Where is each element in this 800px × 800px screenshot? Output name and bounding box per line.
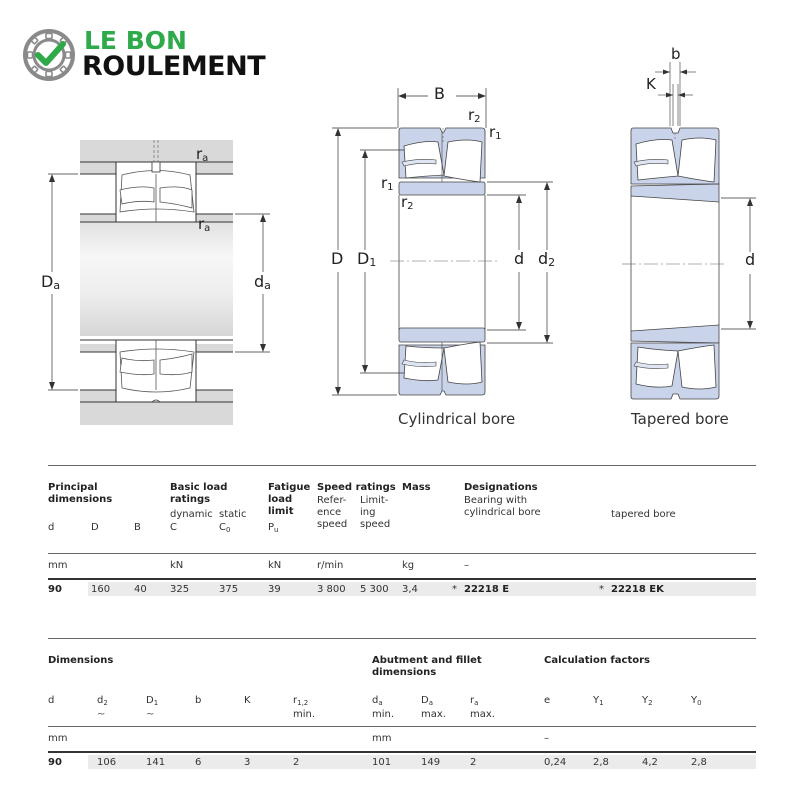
cell-ref-speed: 3 800 <box>317 584 346 595</box>
label-D1: D1 <box>357 249 377 269</box>
col-C: C <box>170 522 177 533</box>
cell-star-cyl: * <box>452 584 457 595</box>
brand-logo[interactable] <box>22 28 302 84</box>
mounting-drawing <box>30 130 290 430</box>
cell-designation-tap[interactable]: 22218 EK <box>611 584 664 595</box>
unit-dash: – <box>544 733 549 744</box>
subheader-limiting-speed: Limit- ing speed <box>360 495 391 530</box>
cell-Pu: 39 <box>268 584 281 595</box>
col-Pu: $P_u$ <box>268 522 279 534</box>
label-da: da <box>254 272 271 292</box>
label-Da: Da <box>41 272 61 292</box>
cell-star-tap: * <box>599 584 604 595</box>
header-speed-ratings: Speed ratings <box>317 482 396 493</box>
label-r2-left: $r_2$ <box>401 193 414 212</box>
label-ra-bottom: $r_a$ <box>198 215 211 234</box>
header-principal-dimensions: Principal dimensions <box>48 482 113 505</box>
brand-line1: LE BON <box>84 26 187 55</box>
cell-K: 3 <box>244 757 251 768</box>
caption-cylindrical-bore: Cylindrical bore <box>398 410 516 428</box>
unit-mm-dimensions: mm <box>48 733 68 744</box>
cell-r12: 2 <box>293 757 300 768</box>
specs-table-principal <box>48 464 756 604</box>
label-d: d <box>745 250 756 269</box>
cell-B: 40 <box>134 584 147 595</box>
unit-mm-abutment: mm <box>372 733 392 744</box>
col-D1: $D_1$ ~ <box>146 695 159 720</box>
label-ra-top: $r_a$ <box>196 145 209 164</box>
brand-line2: ROULEMENT <box>82 51 266 82</box>
unit-rpm: r/min <box>317 560 344 571</box>
col-d: d <box>48 695 55 706</box>
header-fatigue-load-limit: Fatigue load limit <box>268 482 311 517</box>
table-top-rule <box>48 638 756 639</box>
cell-Da: 149 <box>421 757 441 768</box>
label-d: d <box>514 249 525 268</box>
subheader-reference-speed: Refer- ence speed <box>317 495 348 530</box>
col-e: e <box>544 695 551 706</box>
table-top-rule <box>48 465 756 466</box>
cell-D1: 141 <box>146 757 166 768</box>
cell-d: 90 <box>48 757 62 768</box>
cell-da: 101 <box>372 757 392 768</box>
cell-lim-speed: 5 300 <box>360 584 389 595</box>
label-r1-left: $r_1$ <box>381 174 394 193</box>
table-data-rule <box>48 578 756 580</box>
cell-d: 90 <box>48 584 62 595</box>
header-basic-load-ratings: Basic load ratings <box>170 482 228 505</box>
subheader-bearing-cylindrical: Bearing with cylindrical bore <box>464 495 541 518</box>
cell-C: 325 <box>170 584 190 595</box>
col-d2: $d_2$ ~ <box>97 695 108 720</box>
table-units-rule <box>48 553 756 554</box>
caption-tapered-bore: Tapered bore <box>631 410 729 428</box>
table-units-rule <box>48 726 756 727</box>
col-da: $d_a$ min. <box>372 695 395 720</box>
header-calculation-factors: Calculation factors <box>544 655 650 666</box>
subheader-dynamic: dynamic <box>170 509 213 520</box>
subheader-tapered-bore: tapered bore <box>611 509 676 520</box>
header-mass: Mass <box>402 482 431 493</box>
unit-kN-load: kN <box>170 560 184 571</box>
col-d: d <box>48 522 55 533</box>
label-D: D <box>331 249 344 268</box>
unit-kN-fatigue: kN <box>268 560 282 571</box>
label-K: K <box>646 75 656 93</box>
cell-Y0: 2,8 <box>691 757 707 768</box>
col-Y1: $Y_1$ <box>593 695 604 707</box>
specs-table-dimensions <box>48 637 756 777</box>
header-designations: Designations <box>464 482 538 493</box>
cylindrical-bore-drawing <box>320 80 570 400</box>
unit-dash: – <box>464 560 469 571</box>
col-Y0: $Y_0$ <box>691 695 702 707</box>
cell-e: 0,24 <box>544 757 567 768</box>
col-K: K <box>244 695 251 706</box>
col-ra: $r_a$ max. <box>470 695 495 720</box>
unit-kg: kg <box>402 560 415 571</box>
col-Y2: $Y_2$ <box>642 695 653 707</box>
label-b: b <box>671 45 681 63</box>
unit-mm: mm <box>48 560 68 571</box>
label-r1-top: $r_1$ <box>489 123 502 142</box>
header-dimensions: Dimensions <box>48 655 114 666</box>
cell-ra: 2 <box>470 757 477 768</box>
cell-designation-cyl[interactable]: 22218 E <box>464 584 510 595</box>
cell-b: 6 <box>195 757 202 768</box>
cell-C0: 375 <box>219 584 239 595</box>
col-D: D <box>91 522 99 533</box>
subheader-static: static <box>219 509 247 520</box>
cell-Y1: 2,8 <box>593 757 609 768</box>
col-b: b <box>195 695 202 706</box>
label-d2: d2 <box>538 249 556 269</box>
col-C0: $C_0$ <box>219 522 231 534</box>
bearing-check-icon <box>22 28 76 82</box>
col-Da: $D_a$ max. <box>421 695 446 720</box>
cell-mass: 3,4 <box>402 584 418 595</box>
cell-d2: 106 <box>97 757 117 768</box>
col-B: B <box>134 522 141 533</box>
table-data-rule <box>48 751 756 753</box>
header-abutment-fillet: Abutment and fillet dimensions <box>372 655 482 678</box>
label-B: B <box>434 84 445 103</box>
cell-D: 160 <box>91 584 111 595</box>
label-r2-top: $r_2$ <box>468 106 481 125</box>
col-r12: $r_{1,2}$ min. <box>293 695 316 720</box>
tapered-bore-drawing <box>620 44 780 404</box>
cell-Y2: 4,2 <box>642 757 658 768</box>
